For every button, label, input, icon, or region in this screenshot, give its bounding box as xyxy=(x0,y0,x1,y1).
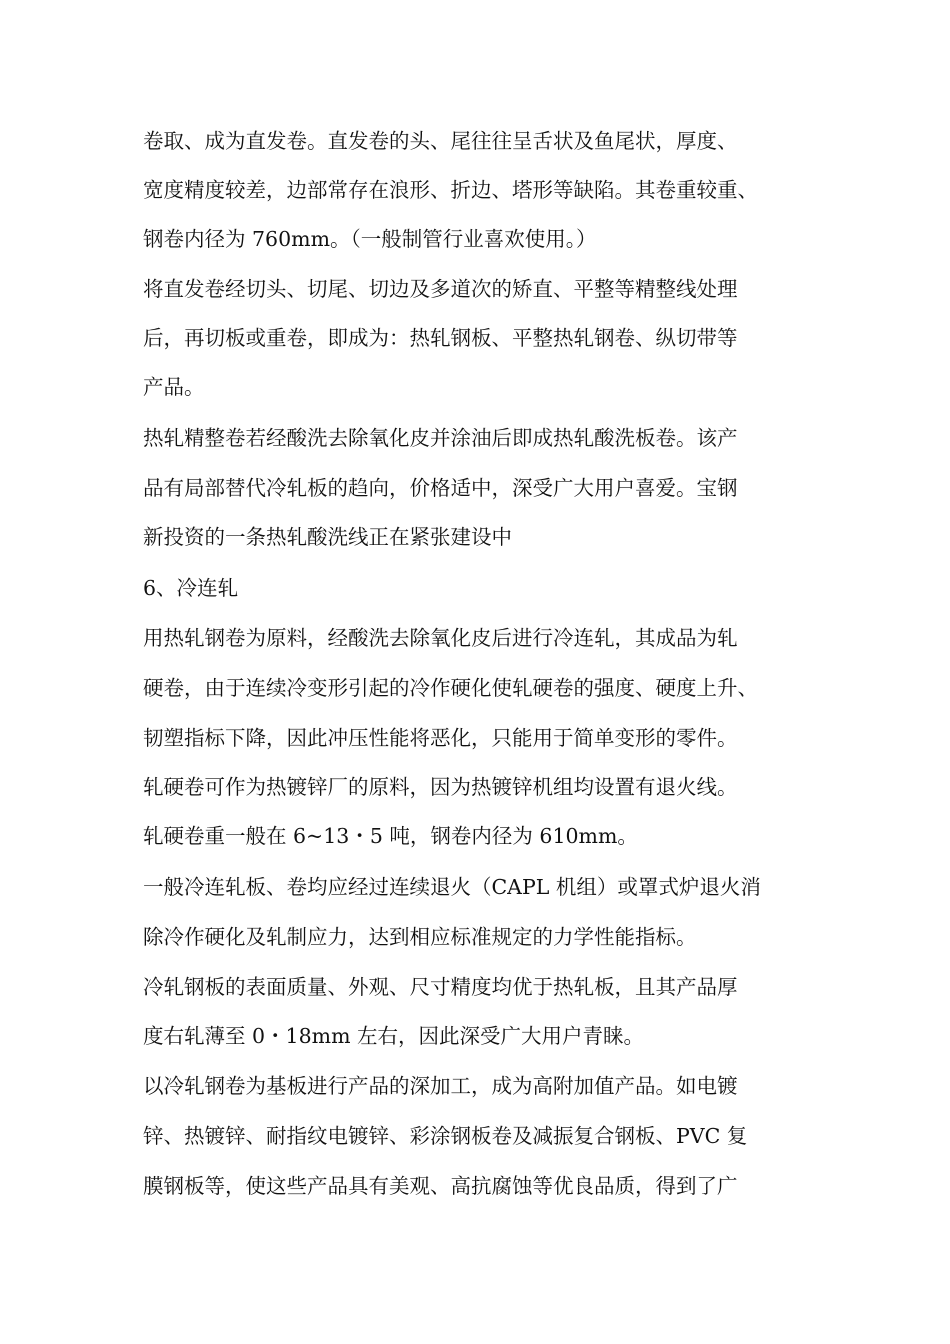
text-line: 宽度精度较差，边部常存在浪形、折边、塔形等缺陷。其卷重较重、 xyxy=(143,178,758,202)
text-line: 将直发卷经切头、切尾、切边及多道次的矫直、平整等精整线处理 xyxy=(143,277,738,301)
text-line: 钢卷内径为 760mm。（一般制管行业喜欢使用。） xyxy=(143,227,597,251)
text-line: 用热轧钢卷为原料，经酸洗去除氧化皮后进行冷连轧，其成品为轧 xyxy=(143,626,738,650)
text-line: 韧塑指标下降，因此冲压性能将恶化，只能用于简单变形的零件。 xyxy=(143,726,738,750)
section-heading: 6、冷连轧 xyxy=(143,576,239,600)
text-line: 产品。 xyxy=(143,375,205,399)
text-line: 锌、热镀锌、耐指纹电镀锌、彩涂钢板卷及减振复合钢板、PVC 复 xyxy=(143,1124,748,1148)
text-line: 轧硬卷可作为热镀锌厂的原料，因为热镀锌机组均设置有退火线。 xyxy=(143,775,738,799)
text-line: 膜钢板等，使这些产品具有美观、高抗腐蚀等优良品质，得到了广 xyxy=(143,1174,738,1198)
text-line: 热轧精整卷若经酸洗去除氧化皮并涂油后即成热轧酸洗板卷。该产 xyxy=(143,426,738,450)
text-line: 度右轧薄至 0・18mm 左右，因此深受广大用户青睐。 xyxy=(143,1024,645,1048)
text-line: 卷取、成为直发卷。直发卷的头、尾往往呈舌状及鱼尾状，厚度、 xyxy=(143,129,738,153)
text-line: 轧硬卷重一般在 6~13・5 吨，钢卷内径为 610mm。 xyxy=(143,824,638,848)
text-line: 后，再切板或重卷，即成为：热轧钢板、平整热轧钢卷、纵切带等 xyxy=(143,326,738,350)
text-line: 硬卷，由于连续冷变形引起的冷作硬化使轧硬卷的强度、硬度上升、 xyxy=(143,676,758,700)
text-line: 新投资的一条热轧酸洗线正在紧张建设中 xyxy=(143,525,512,549)
text-line: 除冷作硬化及轧制应力，达到相应标准规定的力学性能指标。 xyxy=(143,925,697,949)
text-line: 品有局部替代冷轧板的趋向，价格适中，深受广大用户喜爱。宝钢 xyxy=(143,476,738,500)
text-line: 一般冷连轧板、卷均应经过连续退火（CAPL 机组）或罩式炉退火消 xyxy=(143,875,761,899)
text-line: 以冷轧钢卷为基板进行产品的深加工，成为高附加值产品。如电镀 xyxy=(143,1074,738,1098)
text-line: 冷轧钢板的表面质量、外观、尺寸精度均优于热轧板，且其产品厚 xyxy=(143,975,738,999)
